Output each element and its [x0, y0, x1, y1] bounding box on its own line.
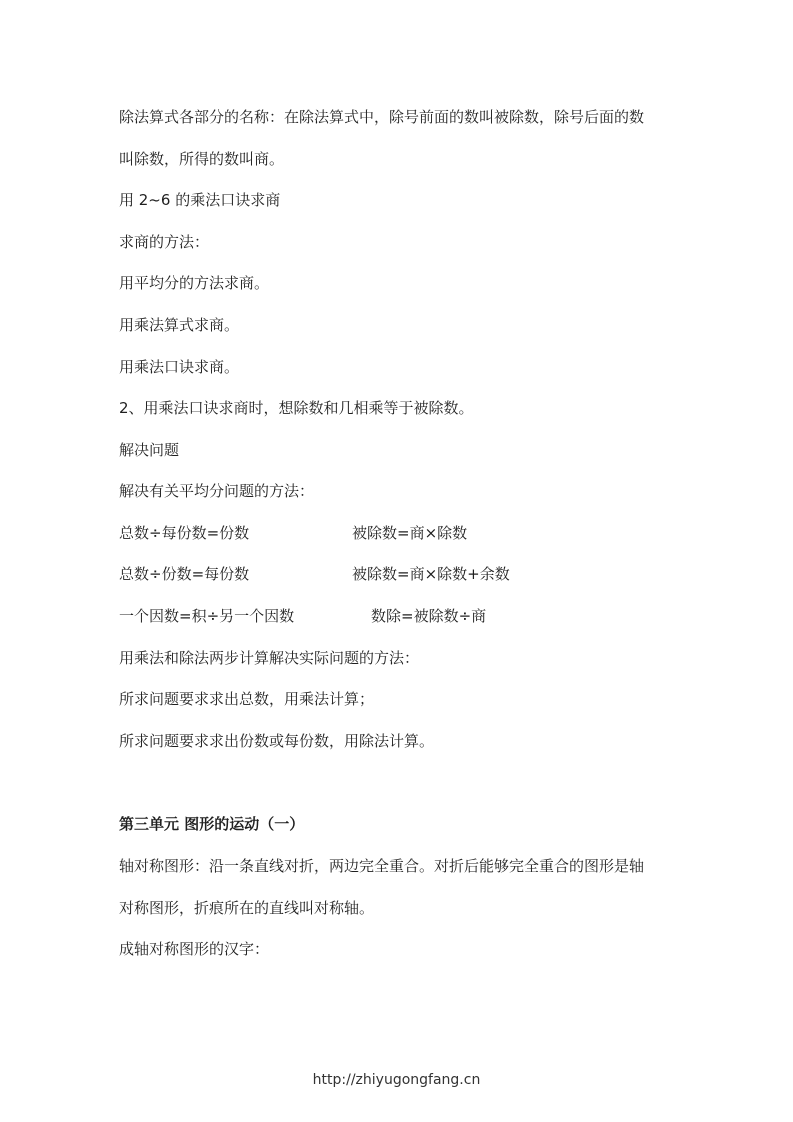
text-line: 叫除数，所得的数叫商。: [119, 150, 285, 168]
text-line: 对称图形，折痕所在的直线叫对称轴。: [119, 899, 375, 917]
text-line: 用乘法算式求商。: [119, 316, 240, 334]
text-line: 成轴对称图形的汉字：: [119, 940, 270, 958]
formula-right: 被除数=商×除数: [352, 524, 468, 542]
formula-left: 总数÷份数=每份数: [119, 565, 250, 583]
text-line: 解决有关平均分问题的方法：: [119, 482, 315, 500]
text-line: 用乘法口诀求商。: [119, 358, 240, 376]
text-line: 用 2~6 的乘法口诀求商: [119, 191, 281, 209]
text-line: 除法算式各部分的名称：在除法算式中，除号前面的数叫被除数，除号后面的数: [119, 108, 645, 126]
text-line: 所求问题要求求出总数，用乘法计算；: [119, 690, 375, 708]
footer-url: http://zhiyugongfang.cn: [312, 1072, 481, 1088]
text-line: 轴对称图形：沿一条直线对折，两边完全重合。对折后能够完全重合的图形是轴: [119, 857, 645, 875]
formula-left: 一个因数=积÷另一个因数: [119, 607, 295, 625]
text-line: 2、用乘法口诀求商时，想除数和几相乘等于被除数。: [119, 399, 474, 417]
text-line: 所求问题要求求出份数或每份数，用除法计算。: [119, 732, 435, 750]
section-heading: 第三单元 图形的运动（一）: [119, 815, 305, 833]
formula-left: 总数÷每份数=份数: [119, 524, 250, 542]
text-line: 用平均分的方法求商。: [119, 274, 270, 292]
formula-right: 数除=被除数÷商: [371, 607, 487, 625]
text-line: 解决问题: [119, 441, 180, 459]
text-line: 用乘法和除法两步计算解决实际问题的方法：: [119, 649, 420, 667]
text-line: 求商的方法：: [119, 233, 210, 251]
formula-right: 被除数=商×除数+余数: [352, 565, 510, 583]
